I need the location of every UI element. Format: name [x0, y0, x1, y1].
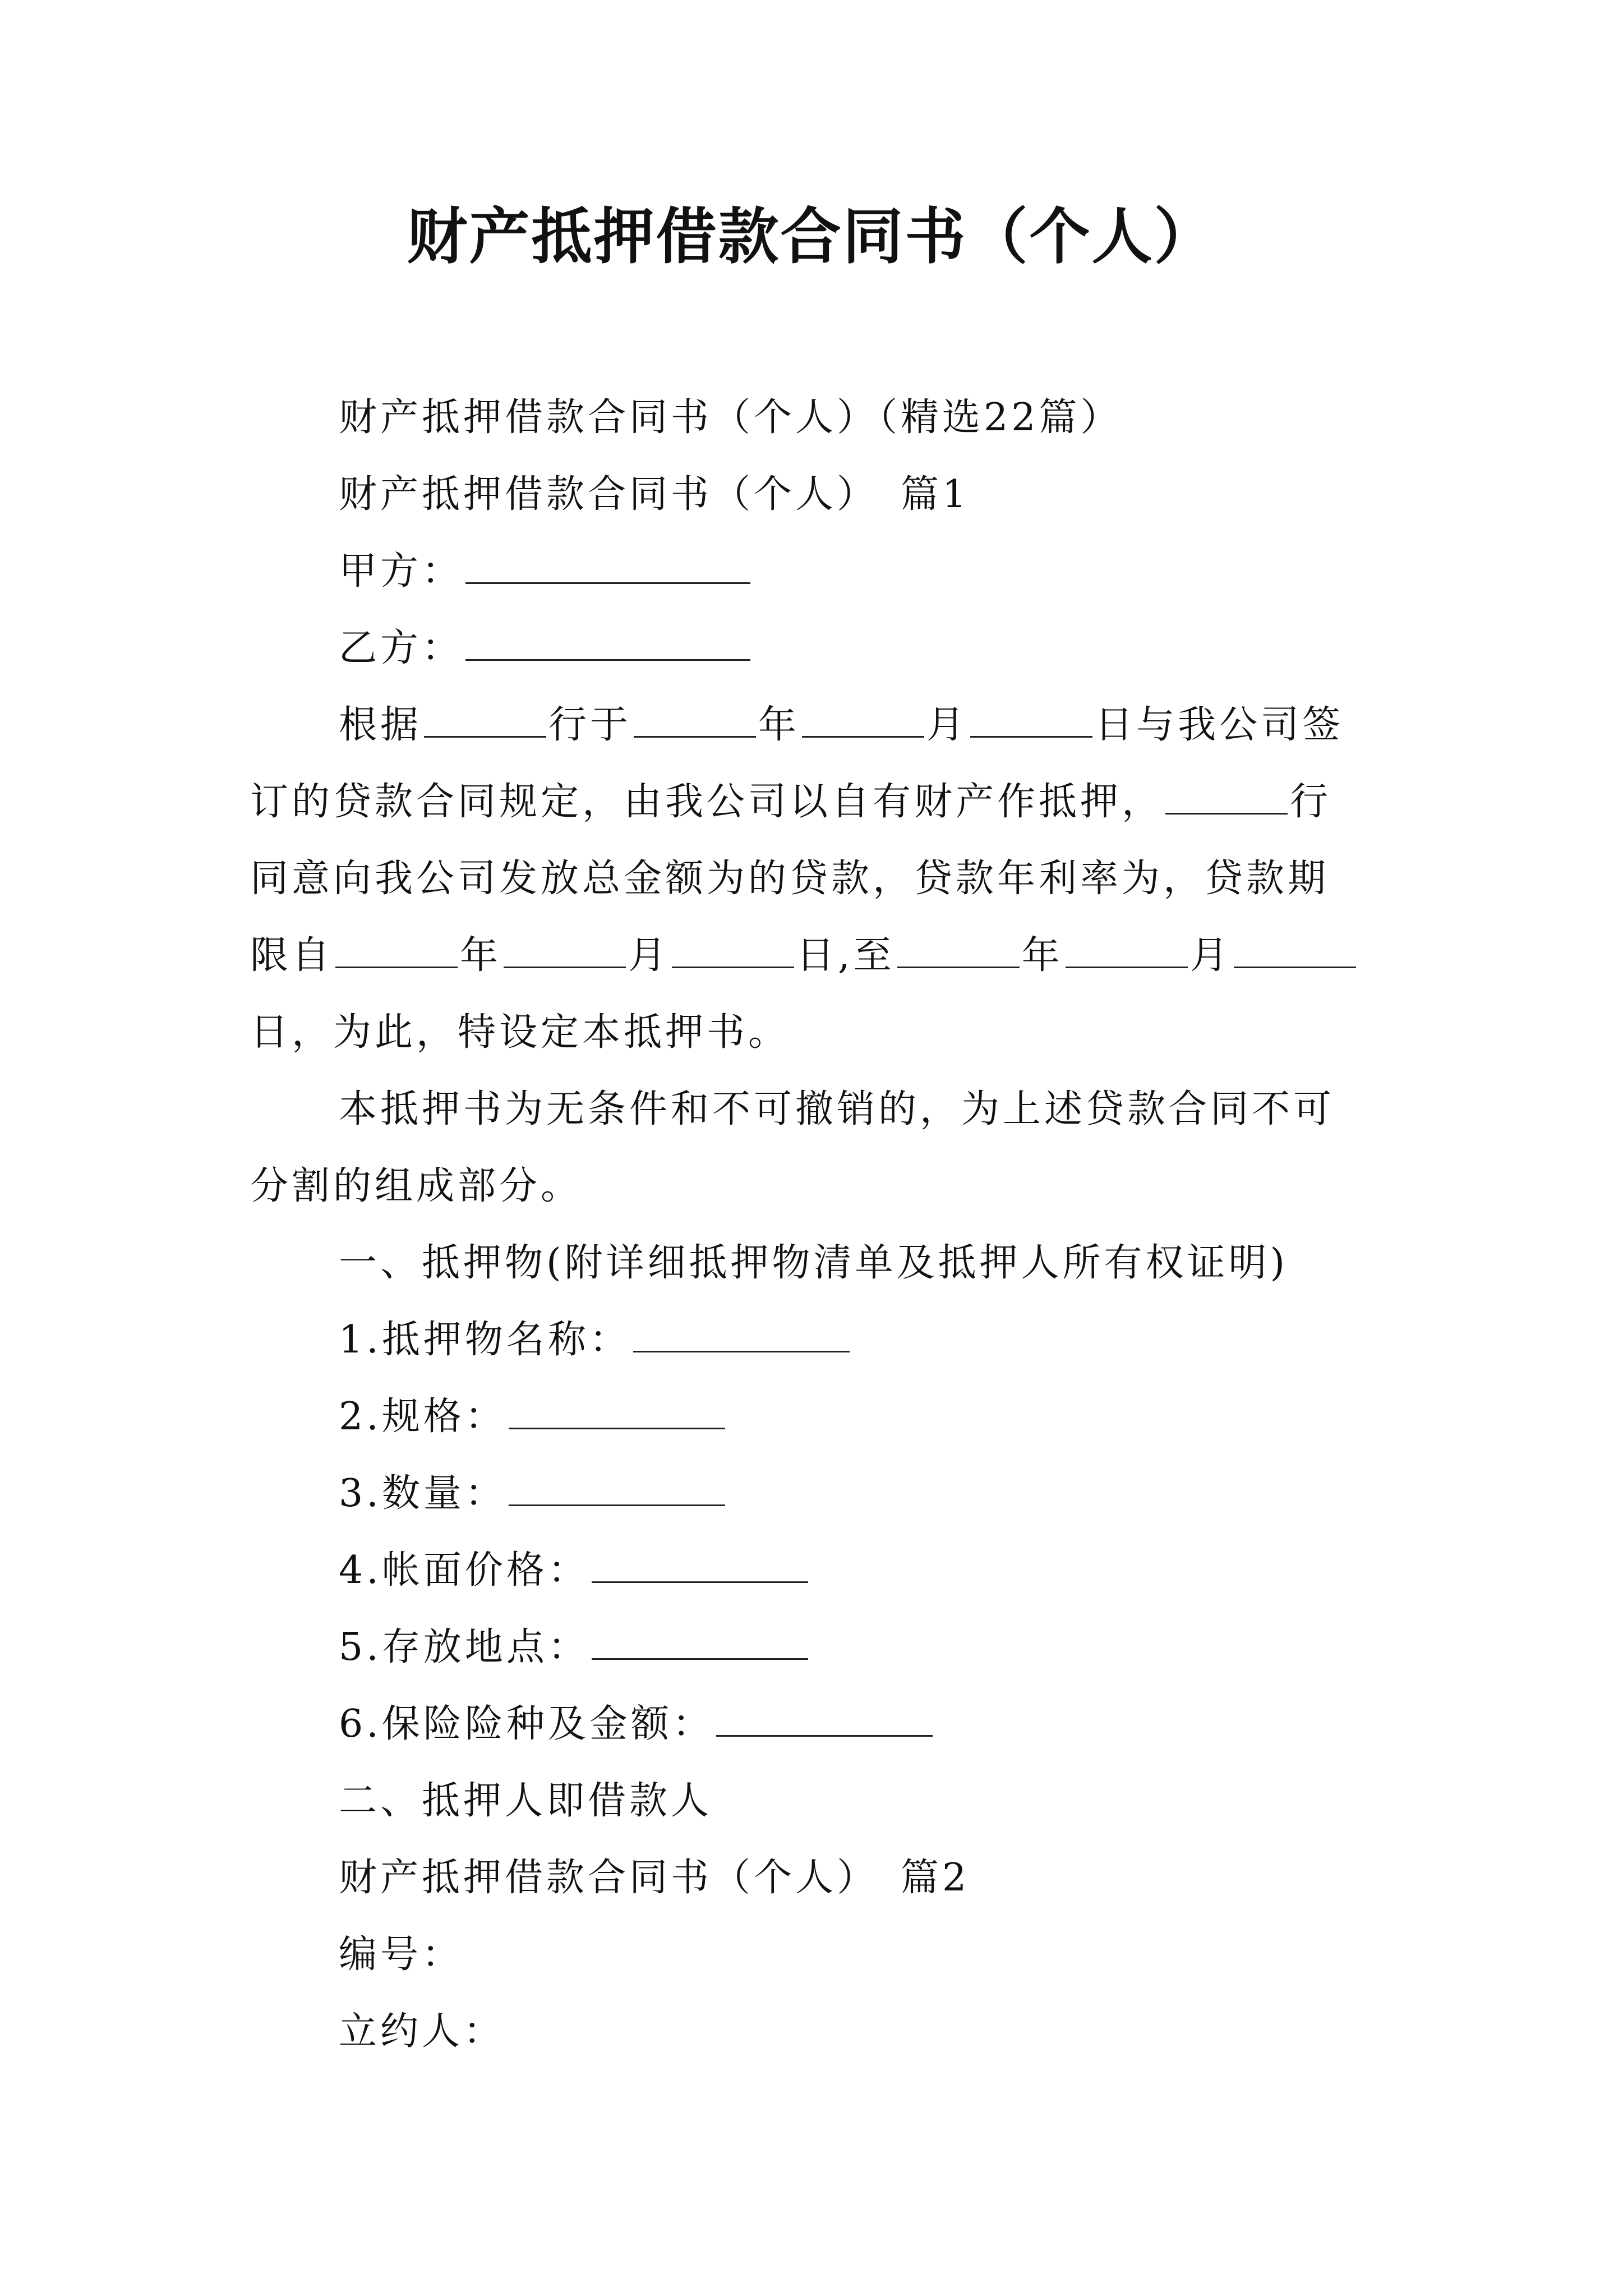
month-blank	[802, 705, 924, 738]
paragraph-1-line-5: 日，为此，特设定本抵押书。	[250, 1010, 790, 1055]
party-a-label: 甲方：	[339, 549, 464, 593]
text-segment: 日,至	[796, 933, 895, 978]
item-blank	[509, 1473, 725, 1506]
text-segment: 根据	[339, 703, 422, 747]
start-year-blank	[335, 935, 458, 968]
item-book-value	[250, 1532, 1389, 1609]
item-blank	[509, 1396, 725, 1429]
paragraph-1-line-2	[250, 763, 1389, 840]
day-blank	[970, 705, 1092, 738]
signatory-label: 立约人：	[339, 2009, 505, 2054]
text-segment: 年	[460, 933, 502, 978]
item-quantity	[250, 1455, 1389, 1532]
party-b-line	[250, 610, 1389, 687]
text-segment: 年	[758, 703, 800, 747]
number-label: 编号：	[339, 1932, 464, 1977]
text-segment: 限自	[250, 933, 334, 978]
text-segment: 年	[1021, 933, 1063, 978]
paragraph-1-line-4	[250, 917, 1389, 994]
section-1-heading: 一、抵押物(附详细抵押物清单及抵押人所有权证明)	[339, 1241, 1289, 1285]
party-a-line	[250, 533, 1389, 610]
text-segment: 月	[1189, 933, 1232, 978]
item-storage-location	[250, 1609, 1389, 1686]
item-specification	[250, 1378, 1389, 1455]
item-label: 6.保险险种及金额：	[339, 1702, 714, 1746]
bank-blank	[424, 705, 546, 738]
paragraph-2-line-1: 本抵押书为无条件和不可撤销的，为上述贷款合同不可	[339, 1087, 1335, 1131]
item-collateral-name	[250, 1301, 1389, 1378]
item-blank	[633, 1319, 850, 1352]
end-year-blank	[897, 935, 1020, 968]
text-segment: 行于	[548, 703, 632, 747]
bank-blank	[1165, 781, 1288, 815]
document-title: 财产抵押借款合同书（个人）	[407, 201, 1216, 272]
text-segment: 月	[926, 703, 969, 747]
start-month-blank	[504, 935, 626, 968]
end-day-blank	[1234, 935, 1356, 968]
item-insurance	[250, 1686, 1389, 1763]
text-segment: 订的贷款合同规定，由我公司以自有财产作抵押，	[250, 780, 1164, 824]
item-label: 1.抵押物名称：	[339, 1318, 631, 1362]
heading-part-2: 财产抵押借款合同书（个人） 篇2	[339, 1856, 970, 1900]
item-blank	[592, 1627, 808, 1660]
text-segment: 日与我公司签	[1095, 703, 1344, 747]
start-day-blank	[672, 935, 794, 968]
party-a-blank	[465, 551, 750, 584]
section-2-heading: 二、抵押人即借款人	[339, 1779, 713, 1823]
year-blank	[634, 705, 756, 738]
party-b-label: 乙方：	[339, 626, 464, 670]
document-body	[250, 379, 1389, 2070]
intro-line: 财产抵押借款合同书（个人）（精选22篇）	[339, 395, 1122, 440]
item-label: 2.规格：	[339, 1395, 506, 1439]
paragraph-1-line-1	[250, 687, 1389, 763]
item-blank	[592, 1550, 808, 1583]
item-label: 5.存放地点：	[339, 1625, 589, 1669]
end-month-blank	[1066, 935, 1188, 968]
paragraph-2-line-2: 分割的组成部分。	[250, 1164, 583, 1208]
text-segment: 行	[1290, 780, 1332, 824]
text-segment: 月	[628, 933, 670, 978]
heading-part-1: 财产抵押借款合同书（个人） 篇1	[339, 472, 970, 517]
party-b-blank	[465, 628, 750, 661]
paragraph-1-line-3: 同意向我公司发放总金额为的贷款，贷款年利率为，贷款期	[250, 857, 1330, 901]
item-label: 3.数量：	[339, 1471, 506, 1516]
item-label: 4.帐面价格：	[339, 1548, 589, 1593]
item-blank	[716, 1704, 933, 1737]
